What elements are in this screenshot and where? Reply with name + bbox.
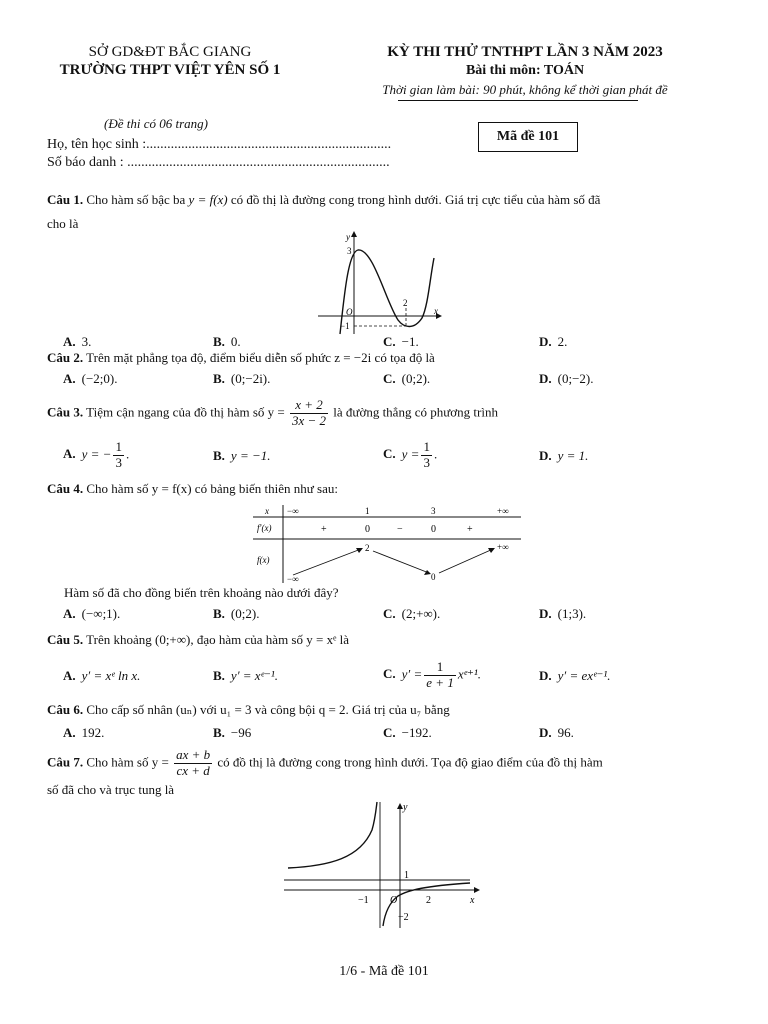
svg-text:+: + [467,524,473,535]
q7-y-axis-label: y [403,802,408,813]
svg-text:3: 3 [431,506,436,516]
q5-answer-c[interactable]: C. y′ = $\frac{1}{e + 1}$ xᵉ⁺¹. [383,659,482,690]
svg-text:+: + [321,524,327,535]
q1-function: y = f(x) [188,192,228,207]
q1-answer-c[interactable]: C. −1. [383,334,419,349]
q7-tick-minus1: −1 [358,895,369,906]
question-1 [47,192,600,208]
q3-answer-c[interactable]: C. y = $\frac{1}{3}$ . [383,439,438,470]
q1-answer-b[interactable]: B. 0. [213,334,241,349]
q6-answer-c[interactable]: C. −192. [383,725,432,740]
q4-answer-d[interactable]: D. (1;3). [539,606,587,621]
q2-answer-c[interactable]: C. (0;2). [383,371,431,386]
svg-text:0: 0 [365,524,370,535]
student-id-line: Số báo danh : ........................................................................... [47,155,390,170]
q3-answer-d[interactable]: D. y = 1. [539,448,589,463]
q2-answer-a[interactable]: A. (−2;0). [63,371,118,386]
q7-tick-2: 2 [426,895,431,906]
exam-code-box: Mã đề 101 [478,122,578,152]
q4-answer-a[interactable]: A. (−∞;1). [63,606,121,621]
q7-tick-minus2: −2 [398,912,409,923]
q1-tick-minus1: −1 [340,321,350,331]
svg-text:−: − [397,524,403,535]
q1-tick-2: 2 [403,298,408,308]
student-name-line: Họ, tên học sinh :...................................................................... [47,137,392,152]
q6-answer-a[interactable]: A. 192. [63,725,105,740]
q1-y-axis-label: y [346,232,350,242]
q1-cubic-graph [318,228,448,336]
q1-tick-3: 3 [347,246,352,256]
question-3: Câu 3. Tiệm cận ngang của đồ thị hàm số y = $\frac{x + 2}{3x - 2}$ là đường thẳng có phương trình [47,397,498,428]
question-4: Câu 4. Cho hàm số y = f(x) có bảng biến thiên như sau: [47,481,338,496]
q1-text-a: Cho hàm số bậc ba [86,192,189,207]
header-divider [398,100,638,101]
q1-text-c: cho là [47,216,79,231]
svg-text:2: 2 [365,543,370,553]
question-5: Câu 5. Trên khoảng (0;+∞), đạo hàm của hàm số y = xᵉ là [47,632,350,647]
svg-text:+∞: +∞ [497,506,509,516]
question-7: Câu 7. Cho hàm số y = $\frac{ax + b}{cx + d}$ có đồ thị là đường cong trong hình dưới. Tọa độ giao điểm của đồ thị hàm [47,747,603,778]
q3-answer-a[interactable]: A. y = − $\frac{1}{3}$ . [63,439,130,470]
svg-text:f′(x): f′(x) [257,523,272,533]
exam-title: KỲ THI THỬ TNTHPT LẦN 3 NĂM 2023 [387,44,663,60]
q6-answer-b[interactable]: B. −96 [213,725,252,740]
svg-text:x: x [265,506,269,516]
q3-fraction: $\frac{x + 2}{3x - 2}$ [291,397,327,428]
q2-answer-d[interactable]: D. (0;−2). [539,371,594,386]
q4-variation-table [253,505,521,583]
q1-origin-label: O [346,307,353,317]
q2-answer-b[interactable]: B. (0;−2i). [213,371,271,386]
q5-answer-a[interactable]: A. y′ = xᵉ ln x. [63,668,141,683]
q6-answer-d[interactable]: D. 96. [539,725,574,740]
q1-text-b: có đồ thị là đường cong trong hình dưới. Giá trị cực tiểu của hàm số đã [227,192,601,207]
q4-question: Hàm số đã cho đồng biến trên khoảng nào dưới đây? [64,585,339,600]
subject-line: Bài thi môn: TOÁN [465,63,585,78]
svg-text:+∞: +∞ [497,542,509,552]
page-footer: 1/6 - Mã đề 101 [339,964,429,979]
q1-label: Câu 1. [47,192,84,207]
q1-answer-a[interactable]: A. 3. [63,334,92,349]
q3-answer-b[interactable]: B. y = −1. [213,448,271,463]
q4-answer-b[interactable]: B. (0;2). [213,606,260,621]
school-name: TRƯỜNG THPT VIỆT YÊN SỐ 1 [59,62,281,78]
department-name: SỞ GD&ĐT BẮC GIANG [88,44,252,60]
q7-text-c: số đã cho và trục tung là [47,782,175,797]
svg-text:−∞: −∞ [287,506,299,516]
q1-answer-d[interactable]: D. 2. [539,334,568,349]
svg-text:0: 0 [431,524,436,535]
svg-text:f(x): f(x) [257,555,270,565]
svg-text:0: 0 [431,572,436,582]
q5-answer-d[interactable]: D. y′ = exᵉ⁻¹. [539,668,611,683]
q4-answer-c[interactable]: C. (2;+∞). [383,606,441,621]
svg-text:1: 1 [365,506,370,516]
q7-fraction: $\frac{ax + b}{cx + d}$ [176,747,211,778]
q1-x-axis-label: x [434,306,438,316]
svg-text:−∞: −∞ [287,574,299,583]
q7-origin-label: O [390,895,398,906]
q7-hyperbola-graph [280,800,485,930]
q7-tick-1: 1 [404,870,409,881]
q7-x-axis-label: x [470,895,475,906]
time-line: Thời gian làm bài: 90 phút, không kể thời gian phát đề [382,82,668,97]
pages-note: (Đề thi có 06 trang) [104,116,208,131]
question-2: Câu 2. Trên mặt phẳng tọa độ, điểm biểu diễn số phức z = −2i có tọa độ là [47,350,435,365]
q5-answer-b[interactable]: B. y′ = xᵉ⁻¹. [213,668,278,683]
question-6: Câu 6. Cho cấp số nhân (uₙ) với u₁ = 3 và công bội q = 2. Giá trị của u₇ bằng [47,702,450,717]
